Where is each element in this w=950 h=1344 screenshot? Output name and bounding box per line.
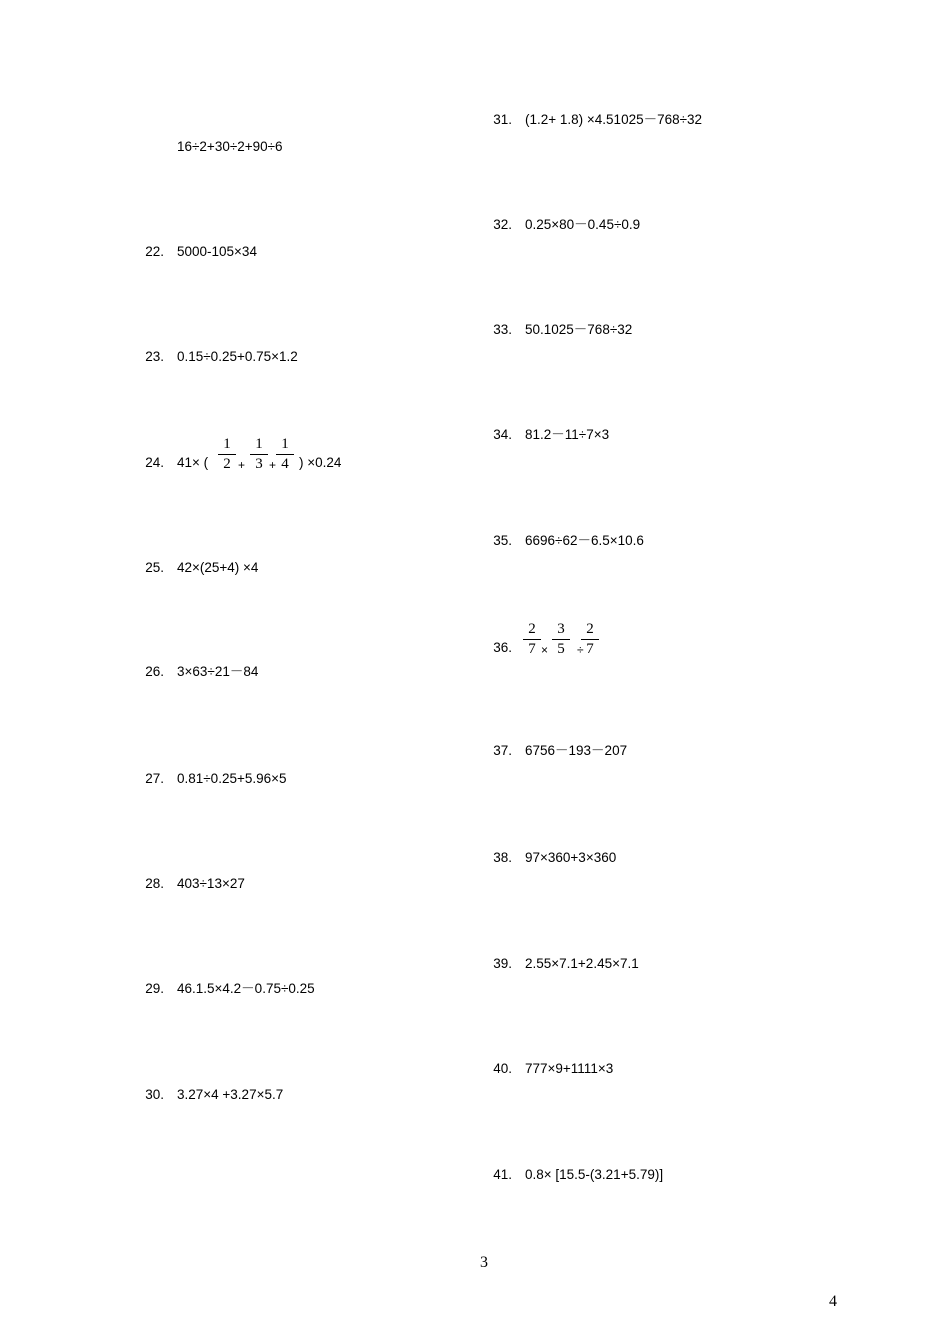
problem-number: 38. — [493, 850, 512, 865]
problem-expression: 97×360+3×360 — [525, 850, 617, 865]
problem-expression: 403÷13×27 — [177, 876, 245, 891]
problem-number: 35. — [493, 533, 512, 548]
fraction — [218, 436, 236, 473]
fraction-bar — [276, 454, 294, 455]
fraction — [250, 436, 268, 473]
fraction-numerator: 2 — [586, 621, 594, 637]
problem-expression: 0.15÷0.25+0.75×1.2 — [177, 349, 298, 364]
problem-number: 25. — [145, 560, 164, 575]
problem-number: 31. — [493, 112, 512, 127]
problem-number: 29. — [145, 981, 164, 996]
problem-number: 33. — [493, 322, 512, 337]
problem-number: 34. — [493, 427, 512, 442]
problem-expression: 16÷2+30÷2+90÷6 — [177, 139, 283, 154]
fraction-bar — [523, 639, 541, 640]
problem-expression: 3×63÷21－84 — [177, 664, 259, 679]
fraction-denominator: 4 — [281, 456, 289, 472]
fraction-bar — [218, 454, 236, 455]
problem-expression: (1.2+ 1.8) ×4.51025－768÷32 — [525, 112, 703, 127]
fraction-bar — [552, 639, 570, 640]
fraction-denominator: 3 — [255, 456, 263, 472]
plus-operator: + — [238, 458, 246, 472]
problem-expression: 6756－193－207 — [525, 743, 628, 758]
fraction-numerator: 2 — [528, 621, 536, 637]
problem-expression: 42×(25+4) ×4 — [177, 560, 259, 575]
problem-number: 32. — [493, 217, 512, 232]
fraction — [276, 436, 294, 473]
fraction-numerator: 1 — [255, 436, 263, 452]
problem-number: 40. — [493, 1061, 512, 1076]
plus-operator: + — [269, 458, 277, 472]
fraction-bar — [581, 639, 599, 640]
problem-expression: 3.27×4 +3.27×5.7 — [177, 1087, 284, 1102]
problem-number: 24. — [145, 455, 164, 470]
fraction-numerator: 3 — [557, 621, 565, 637]
fraction-denominator: 5 — [557, 641, 565, 657]
problem-number: 30. — [145, 1087, 164, 1102]
page-number-inner: 3 — [480, 1254, 488, 1271]
fraction — [523, 621, 541, 658]
times-operator: × — [541, 643, 549, 657]
problem-expression: 0.8× [15.5-(3.21+5.79)] — [525, 1167, 664, 1182]
problem-number: 36. — [493, 640, 512, 655]
divide-operator: ÷ — [577, 643, 584, 657]
fraction — [581, 621, 599, 658]
problem-expression: 46.1.5×4.2－0.75÷0.25 — [177, 981, 315, 996]
fraction-denominator: 7 — [528, 641, 536, 657]
fraction-denominator: 7 — [586, 641, 594, 657]
problem-number: 37. — [493, 743, 512, 758]
page-number-outer: 4 — [829, 1293, 837, 1310]
problem-number: 22. — [145, 244, 164, 259]
problem-number: 23. — [145, 349, 164, 364]
problem-expression: 50.1025－768÷32 — [525, 322, 633, 337]
problem-number: 41. — [493, 1167, 512, 1182]
fraction — [552, 621, 570, 658]
fraction-denominator: 2 — [223, 456, 231, 472]
problem-number: 28. — [145, 876, 164, 891]
problem-expression: 81.2－11÷7×3 — [525, 427, 610, 442]
problem-suffix: ) ×0.24 — [299, 455, 342, 470]
problem-number: 27. — [145, 771, 164, 786]
problem-number: 26. — [145, 664, 164, 679]
problem-expression: 0.25×80－0.45÷0.9 — [525, 217, 641, 232]
problem-prefix: 41× ( — [177, 455, 209, 470]
fraction-numerator: 1 — [281, 436, 289, 452]
fraction-numerator: 1 — [223, 436, 231, 452]
problem-expression: 777×9+1111×3 — [525, 1061, 614, 1076]
fraction-bar — [250, 454, 268, 455]
problem-expression: 6696÷62－6.5×10.6 — [525, 533, 644, 548]
problem-number: 39. — [493, 956, 512, 971]
problem-expression: 0.81÷0.25+5.96×5 — [177, 771, 287, 786]
problem-expression: 5000-105×34 — [177, 244, 257, 259]
problem-expression: 2.55×7.1+2.45×7.1 — [525, 956, 639, 971]
